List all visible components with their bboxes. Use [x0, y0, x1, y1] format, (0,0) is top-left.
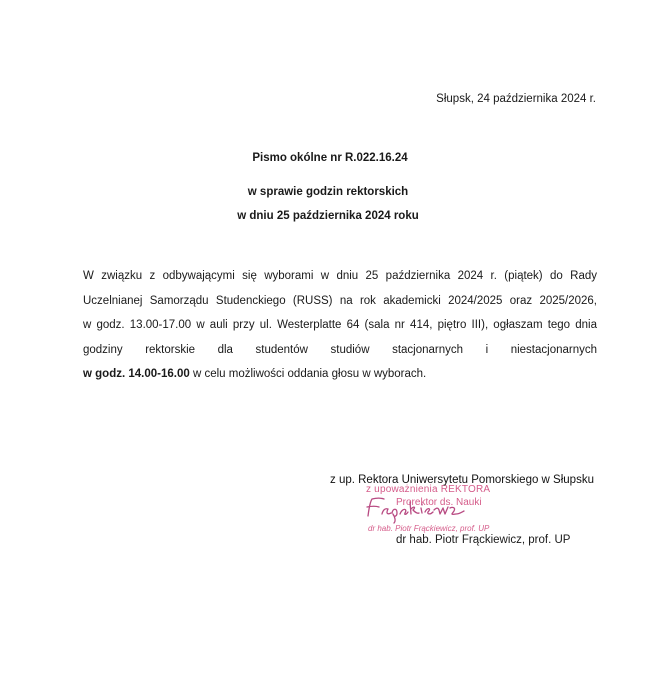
body-line: godziny rektorskie dla studentów studiów stacjonarnych i niestacjonarnych	[83, 343, 597, 356]
body-line: W związku z odbywającymi się wyborami w dniu 25 października 2024 r. (piątek) do Rady	[83, 270, 597, 282]
circular-number-title: Pismo okólne nr R.022.16.24	[252, 152, 408, 164]
stamp-line-name: dr hab. Piotr Frąckiewicz, prof. UP	[368, 524, 490, 533]
body-line-rest: w celu możliwości oddania głosu w wyborach.	[189, 368, 427, 380]
subject-line: w sprawie godzin rektorskich	[247, 186, 409, 198]
letter-body	[83, 264, 597, 387]
on-behalf-line: z up. Rektora Uniwersytetu Pomorskiego w Słupsku	[330, 474, 594, 486]
stamp-line-authorization: z upoważnienia REKTORA	[366, 484, 491, 495]
body-line: w godz. 13.00-17.00 w auli przy ul. Westerplatte 64 (sala nr 414, piętro III), ogłaszam tego dnia	[83, 319, 597, 331]
date-and-place: Słupsk, 24 października 2024 r.	[436, 93, 596, 105]
stamp-line-position: Prorektor ds. Nauki	[396, 497, 482, 508]
subject-date-line: w dniu 25 października 2024 roku	[237, 210, 419, 222]
signer-name: dr hab. Piotr Frąckiewicz, prof. UP	[396, 534, 571, 546]
signature-block	[330, 474, 600, 554]
body-line	[83, 362, 597, 387]
highlighted-hours: w godz. 14.00-16.00	[83, 368, 190, 380]
handwritten-signature	[364, 494, 494, 524]
body-line: Uczelnianej Samorządu Studenckiego (RUSS) na rok akademicki 2024/2025 oraz 2025/2026,	[83, 294, 597, 307]
